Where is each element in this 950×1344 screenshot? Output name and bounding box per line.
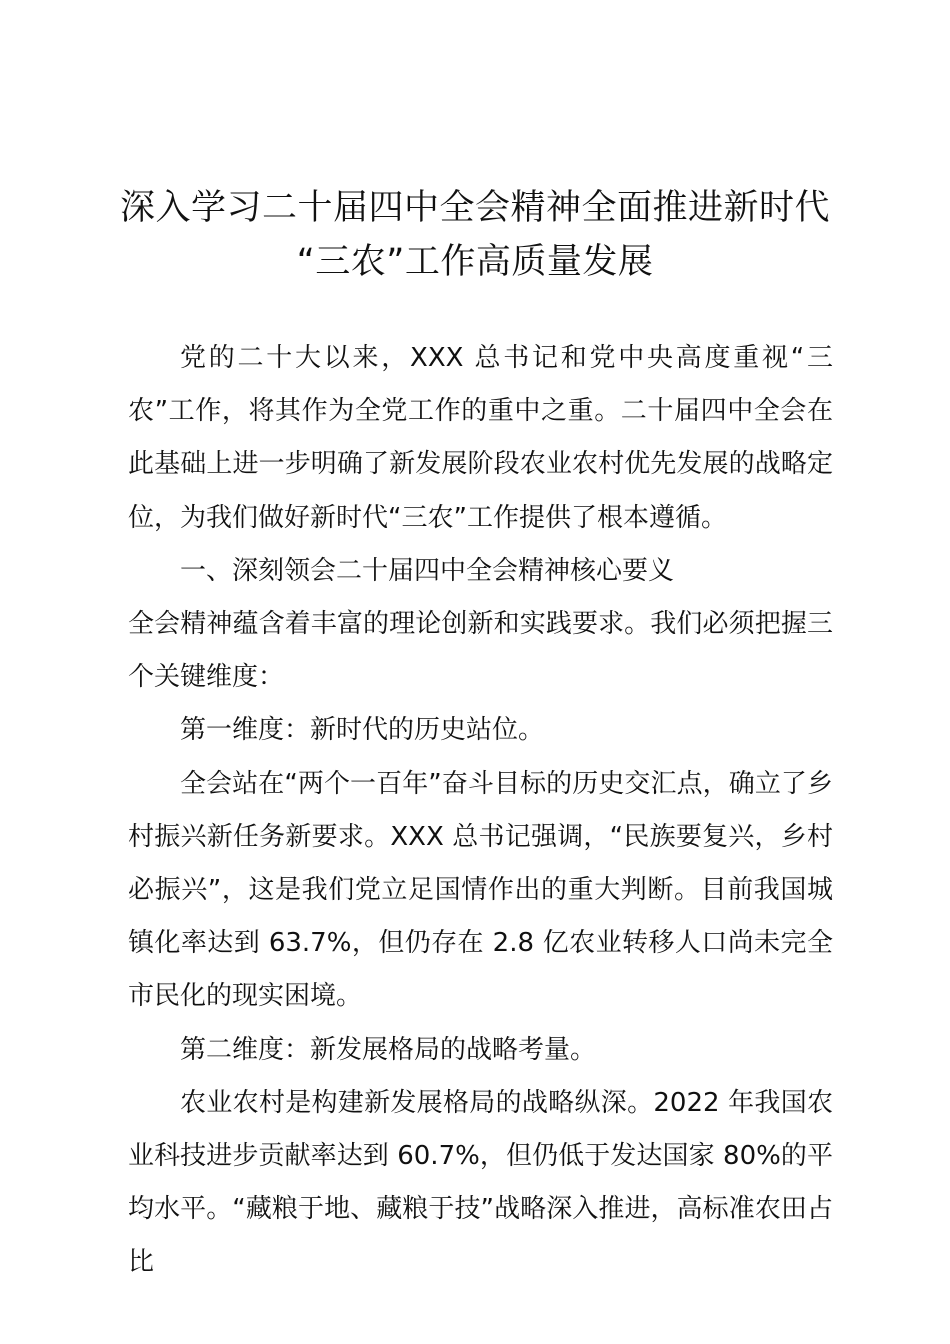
paragraph-intro: 党的二十大以来，XXX 总书记和党中央高度重视“三农”工作，将其作为全党工作的重中之重。二十届四中全会在此基础上进一步明确了新发展阶段农业农村优先发展的战略定位，为我们做好新时代“三农”工作提供了根本遵循。: [128, 343, 833, 533]
paragraph-dimension-2: 农业农村是构建新发展格局的战略纵深。2022 年我国农业科技进步贡献率达到 60.7%，但仍低于发达国家 80%的平均水平。“藏粮于地、藏粮于技”战略深入推进，高标准农田占比: [128, 1087, 833, 1278]
paragraph-dimension-1: 全会站在“两个一百年”奋斗目标的历史交汇点，确立了乡村振兴新任务新要求。XXX 总书记强调，“民族要复兴，乡村必振兴”，这是我们党立足国情作出的重大判断。目前我国城镇化率达到 63.7%，但仍存在 2.8 亿农业转移人口尚未完全市民化的现实困境。: [128, 768, 833, 1012]
section-heading-1: 一、深刻领会二十届四中全会精神核心要义: [180, 555, 675, 586]
title-line-2: “三农”工作高质量发展: [296, 242, 654, 282]
dimension-heading-2: 第二维度：新发展格局的战略考量。: [180, 1034, 597, 1065]
document-body: [128, 332, 833, 1290]
paragraph-key-dimensions: 全会精神蕴含着丰富的理论创新和实践要求。我们必须把握三个关键维度：: [128, 609, 833, 693]
document-title: [100, 181, 850, 289]
title-line-1: 深入学习二十届四中全会精神全面推进新时代: [119, 188, 830, 228]
dimension-heading-1: 第一维度：新时代的历史站位。: [180, 715, 545, 746]
